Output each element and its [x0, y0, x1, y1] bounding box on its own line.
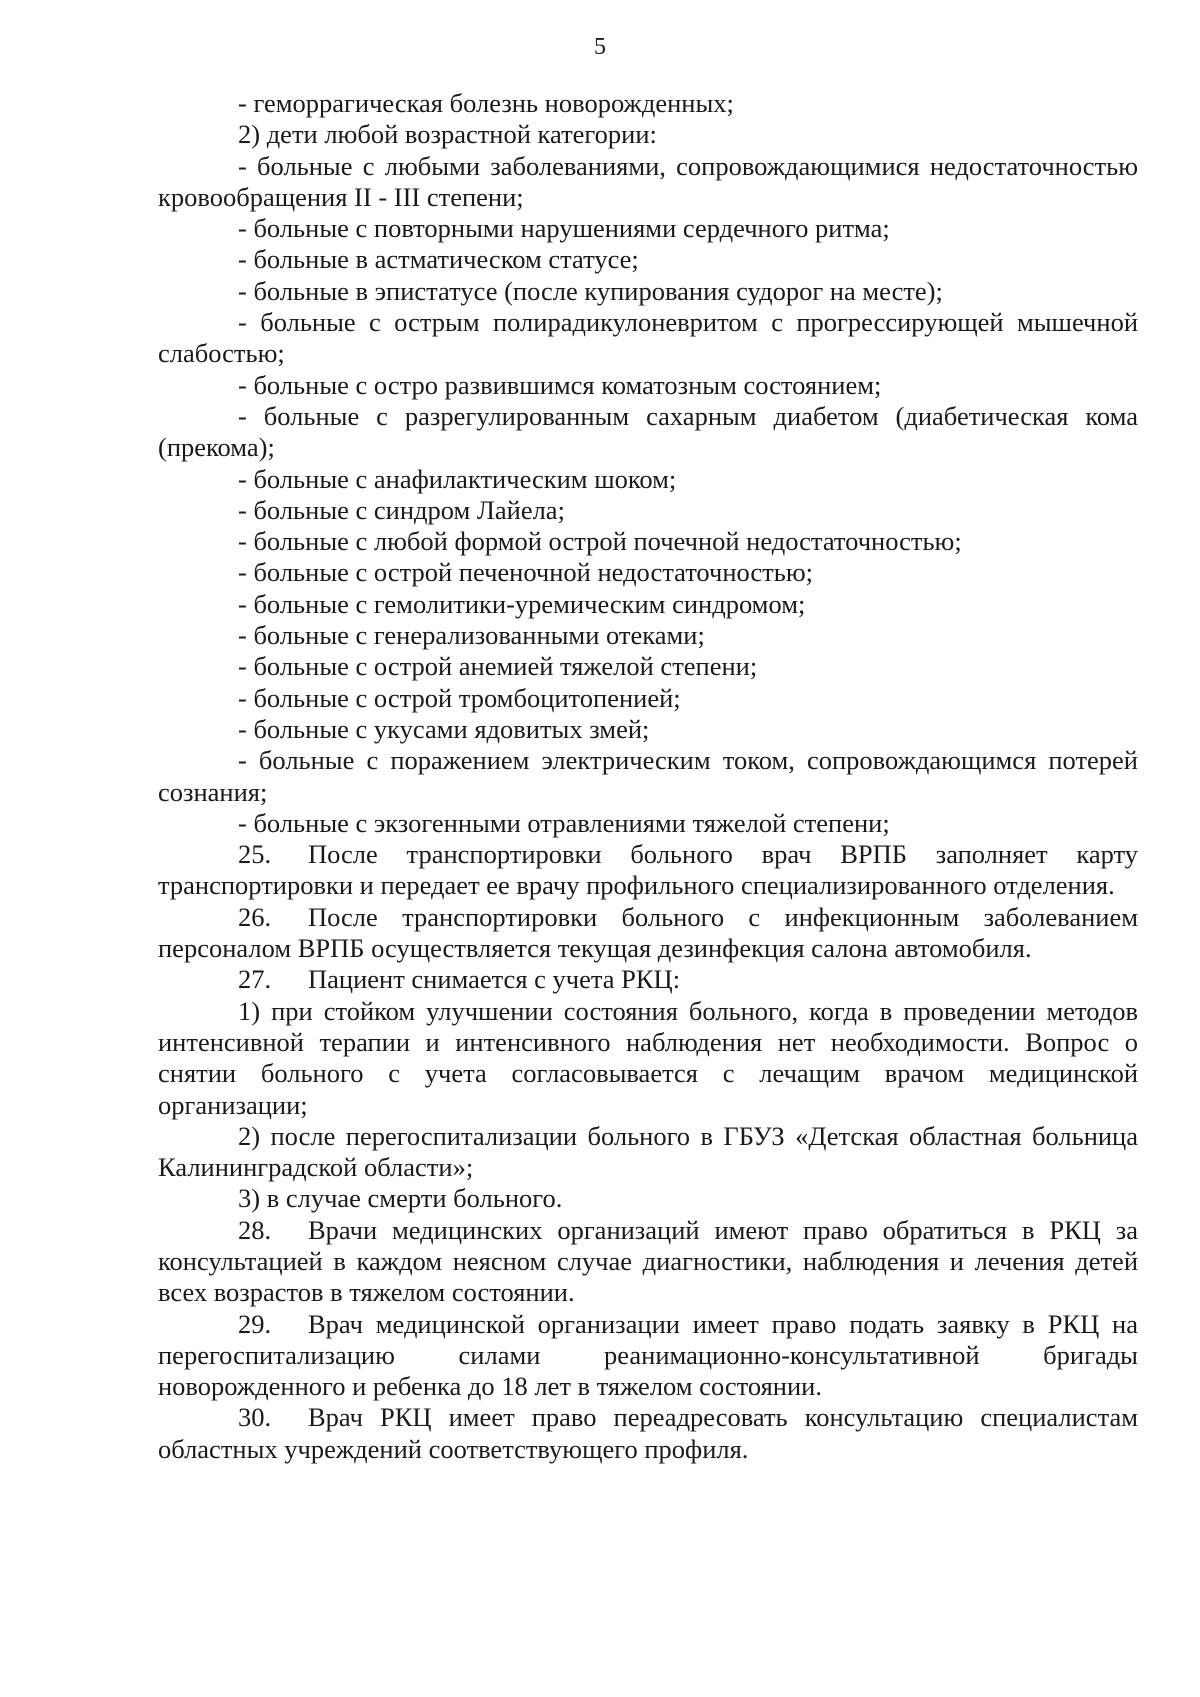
list-item: - больные с острой тромбоцитопенией;	[238, 682, 681, 713]
list-item: - геморрагическая болезнь новорожденных;	[238, 88, 734, 118]
numbered-paragraph	[158, 1402, 1138, 1465]
numbered-paragraph	[158, 839, 1138, 902]
sub-item: 1) при стойком улучшении состояния больного, когда в проведении методов интенсивной терапии и интенсивного наблюдения нет необходимости. Вопрос о снятии больного с учета согласовывается с лечащим врачом медицинской организации;	[158, 995, 1138, 1120]
list-item: - больные в эпистатусе (после купирования судорог на месте);	[238, 275, 943, 306]
document-body	[158, 88, 1138, 1465]
paragraph-number: 28.	[238, 1214, 272, 1245]
page-number: 5	[594, 34, 606, 60]
numbered-paragraph	[158, 1309, 1138, 1403]
sub-item: 2) после перегоспитализации больного в ГБУЗ «Детская областная больница Калининградской области»;	[158, 1120, 1138, 1183]
list-item: - больные с гемолитики-уремическим синдромом;	[238, 588, 806, 619]
list-item: - больные с разрегулированным сахарным диабетом (диабетическая кома (прекома);	[158, 400, 1138, 463]
list-item: - больные с анафилактическим шоком;	[238, 463, 677, 494]
list-item: - больные с экзогенными отравлениями тяжелой степени;	[238, 807, 890, 838]
paragraph-text: Врач РКЦ имеет право переадресовать консультацию специалистам областных учреждений соответствующего профиля.	[158, 1402, 1138, 1464]
paragraph-number: 27.	[238, 964, 272, 995]
list-item: - больные с генерализованными отеками;	[238, 620, 705, 651]
list-item: - больные с острой печеночной недостаточностью;	[238, 557, 814, 588]
list-item: - больные с остро развившимся коматозным состоянием;	[238, 369, 882, 400]
list-item: - больные с повторными нарушениями сердечного ритма;	[238, 213, 890, 244]
list-item: - больные с любыми заболеваниями, сопровождающимися недостаточностью кровообращения II - III степени;	[158, 150, 1138, 212]
list-item: - больные с укусами ядовитых змей;	[238, 713, 650, 744]
numbered-paragraph	[158, 1215, 1138, 1309]
list-item: - больные с любой формой острой почечной недостаточностью;	[238, 526, 962, 557]
list-item: - больные в астматическом статусе;	[238, 244, 639, 275]
numbered-paragraph	[158, 964, 1138, 995]
list-item: 2) дети любой возрастной категории:	[238, 119, 657, 150]
paragraph-text: После транспортировки больного с инфекционным заболеванием персоналом ВРПБ осуществляется текущая дезинфекция салона автомобиля.	[158, 901, 1138, 964]
list-item: - больные с острым полирадикулоневритом с прогрессирующей мышечной слабостью;	[158, 307, 1138, 369]
list-item: - больные с острой анемией тяжелой степени;	[238, 651, 758, 682]
paragraph-number: 29.	[238, 1308, 272, 1339]
paragraph-number: 30.	[238, 1402, 272, 1433]
numbered-paragraph	[158, 902, 1138, 965]
paragraph-number: 26.	[238, 901, 272, 932]
paragraph-number: 25.	[238, 839, 272, 870]
paragraph-text: Врачи медицинских организаций имеют право обратиться в РКЦ за консультацией в каждом неясном случае диагностики, наблюдения и лечения детей всех возрастов в тяжелом состоянии.	[158, 1214, 1138, 1308]
sub-item: 3) в случае смерти больного.	[238, 1183, 563, 1214]
paragraph-text: Пациент снимается с учета РКЦ:	[308, 964, 681, 995]
list-item: - больные с поражением электрическим током, сопровождающимся потерей сознания;	[158, 745, 1138, 807]
paragraph-text: Врач медицинской организации имеет право подать заявку в РКЦ на перегоспитализацию силами реанимационно-консультативной бригады новорожденного и ребенка до 18 лет в тяжелом состоянии.	[158, 1308, 1138, 1402]
list-item: - больные с синдром Лайела;	[238, 494, 565, 525]
paragraph-text: После транспортировки больного врач ВРПБ заполняет карту транспортировки и передает ее врачу профильного специализированного отделения.	[158, 839, 1138, 901]
